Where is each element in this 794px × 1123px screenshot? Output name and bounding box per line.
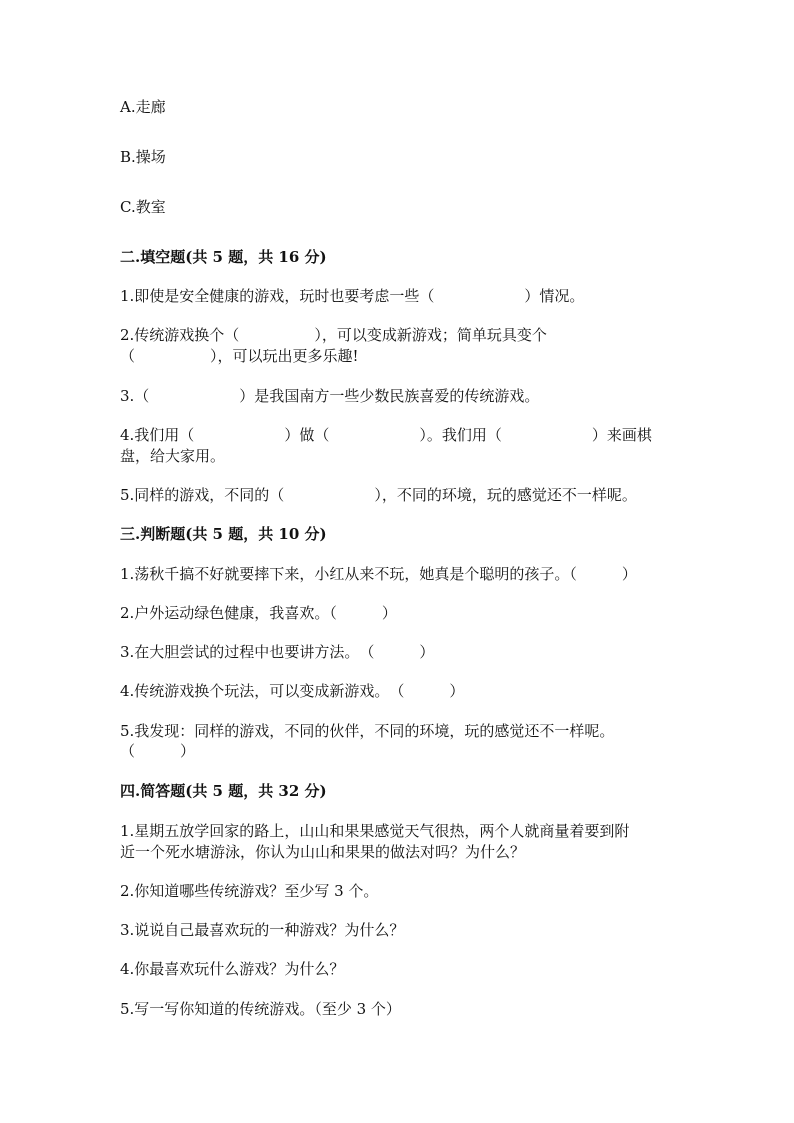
fill-question-2-line2: （ ），可以玩出更多乐趣! — [120, 347, 359, 365]
judge-question-5-line1: 5.我发现：同样的游戏，不同的伙伴，不同的环境，玩的感觉还不一样呢。 — [120, 722, 615, 740]
fill-question-3: 3.（ ）是我国南方一些少数民族喜爱的传统游戏。 — [120, 387, 540, 405]
option-b: B.操场 — [120, 148, 166, 166]
short-question-2: 2.你知道哪些传统游戏？至少写 3 个。 — [120, 882, 379, 900]
short-question-5: 5.写一写你知道的传统游戏。（至少 3 个） — [120, 1000, 401, 1018]
short-question-4: 4.你最喜欢玩什么游戏？为什么？ — [120, 960, 345, 978]
fill-question-2-line1: 2.传统游戏换个（ ），可以变成新游戏；简单玩具变个 — [120, 326, 547, 344]
option-c: C.教室 — [120, 198, 166, 216]
judge-question-5-line2: （ ） — [120, 742, 196, 760]
fill-question-5: 5.同样的游戏，不同的（ ），不同的环境，玩的感觉还不一样呢。 — [120, 486, 637, 504]
option-a: A.走廊 — [120, 98, 166, 116]
fill-question-4-line1: 4.我们用（ ）做（ ）。我们用（ ）来画棋 — [120, 426, 652, 444]
fill-question-1: 1.即使是安全健康的游戏，玩时也要考虑一些（ ）情况。 — [120, 287, 585, 305]
fill-question-4-line2: 盘，给大家用。 — [120, 447, 226, 465]
short-question-1-line2: 近一个死水塘游泳，你认为山山和果果的做法对吗？为什么？ — [120, 843, 526, 861]
short-question-1-line1: 1.星期五放学回家的路上，山山和果果感觉天气很热，两个人就商量着要到附 — [120, 822, 630, 840]
judge-question-1: 1.荡秋千搞不好就要摔下来，小红从来不玩，她真是个聪明的孩子。（ ） — [120, 565, 637, 583]
section-heading-true-false: 三.判断题(共 5 题，共 10 分) — [120, 525, 327, 543]
judge-question-2: 2.户外运动绿色健康，我喜欢。（ ） — [120, 604, 397, 622]
section-heading-short-answer: 四.简答题(共 5 题，共 32 分) — [120, 782, 327, 800]
section-heading-fill-blank: 二.填空题(共 5 题，共 16 分) — [120, 248, 327, 266]
short-question-3: 3.说说自己最喜欢玩的一种游戏？为什么？ — [120, 921, 405, 939]
judge-question-3: 3.在大胆尝试的过程中也要讲方法。 （ ） — [120, 643, 435, 661]
judge-question-4: 4.传统游戏换个玩法，可以变成新游戏。 （ ） — [120, 682, 465, 700]
